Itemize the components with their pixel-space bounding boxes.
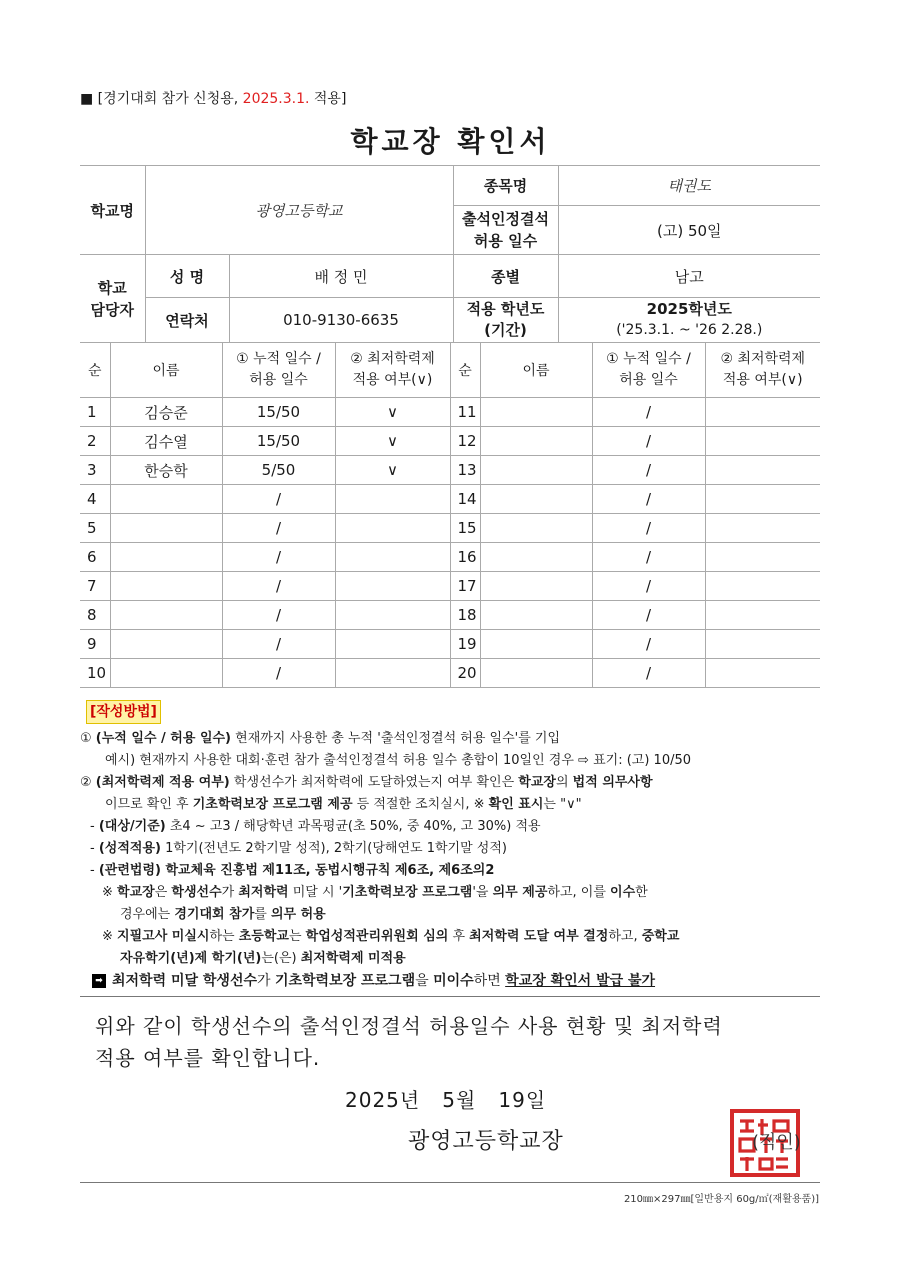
col-no-header: 순 <box>80 343 110 398</box>
col-min-header-right <box>705 343 820 398</box>
row-number: 10 <box>80 659 110 688</box>
row-number: 5 <box>80 514 110 543</box>
sport-value: 태권도 <box>558 166 820 206</box>
contact-value: 010-9130-6635 <box>229 298 453 343</box>
min-academic-check <box>705 543 820 572</box>
school-name-label: 학교명 <box>80 166 145 255</box>
table-row <box>80 427 820 456</box>
allowed-days-label-line1: 출석인정결석 <box>462 210 549 228</box>
athlete-name <box>110 543 222 572</box>
school-year-label-line2: (기간) <box>484 321 527 339</box>
min-academic-check <box>335 485 450 514</box>
cumulative-days: / <box>222 601 335 630</box>
min-academic-check <box>705 659 820 688</box>
athlete-name <box>480 572 592 601</box>
school-info-table <box>80 165 820 343</box>
instruction-line-5: - (대상/기준) 초4 ~ 고3 / 해당학년 과목평균(초 50%, 중 40%, 고 30%) 적용 <box>90 819 541 834</box>
athlete-name <box>110 485 222 514</box>
athlete-name: 한승학 <box>110 456 222 485</box>
min-academic-check <box>335 630 450 659</box>
row-number: 17 <box>450 572 480 601</box>
contact-label: 연락처 <box>145 298 229 343</box>
manager-name-label: 성 명 <box>145 255 229 298</box>
paper-spec: 210㎜×297㎜[일반용지 60g/㎡(재활용품)] <box>623 1194 819 1205</box>
cumulative-days: 5/50 <box>222 456 335 485</box>
row-number: 13 <box>450 456 480 485</box>
principal-signature: 광영고등학교장 <box>408 1129 564 1154</box>
row-number: 9 <box>80 630 110 659</box>
table-row <box>80 485 820 514</box>
min-academic-check <box>335 543 450 572</box>
confirmation-date: 2025년 5월 19일 <box>345 1088 547 1112</box>
athlete-name: 김수열 <box>110 427 222 456</box>
row-number: 14 <box>450 485 480 514</box>
cumulative-days: / <box>592 543 705 572</box>
instruction-line-3: ② (최저학력제 적용 여부) 학생선수가 최저학력에 도달하였는지 여부 확인은 학교장의 법적 의무사항 <box>80 775 653 790</box>
cumulative-days: / <box>222 630 335 659</box>
col-days-header-line2: 허용 일수 <box>249 372 308 388</box>
confirmation-statement <box>95 1010 723 1074</box>
school-period: ('25.3.1. ~ '26 2.28.) <box>616 322 763 338</box>
min-academic-check <box>705 398 820 427</box>
gender-value: 남고 <box>558 255 820 298</box>
cumulative-days: / <box>592 659 705 688</box>
row-number: 12 <box>450 427 480 456</box>
school-year: 2025학년도 <box>646 300 732 318</box>
col-min-header-line2: 적용 여부(∨) <box>352 372 433 388</box>
min-academic-check <box>705 456 820 485</box>
cumulative-days: 15/50 <box>222 398 335 427</box>
min-academic-check <box>705 485 820 514</box>
statement-line-2: 적용 여부를 확인합니다. <box>95 1046 321 1070</box>
form-effective-date: 2025.3.1. <box>242 91 310 107</box>
cumulative-days: / <box>222 572 335 601</box>
instruction-line-4: 이므로 확인 후 기초학력보장 프로그램 제공 등 적절한 조치실시, ※ 확인 표시는 "∨" <box>105 797 582 812</box>
instruction-line-8: ※ 학교장은 학생선수가 최저학력 미달 시 '기초학력보장 프로그램'을 의무 제공하고, 이를 이수한 <box>102 885 648 900</box>
row-number: 7 <box>80 572 110 601</box>
athlete-name <box>110 630 222 659</box>
row-number: 8 <box>80 601 110 630</box>
col-name-header: 이름 <box>110 343 222 398</box>
arrow-box-icon: ➡ <box>92 974 106 988</box>
row-number: 1 <box>80 398 110 427</box>
athlete-name <box>480 456 592 485</box>
col-name-header-right: 이름 <box>480 343 592 398</box>
athlete-name: 김승준 <box>110 398 222 427</box>
athlete-name <box>110 659 222 688</box>
min-academic-check <box>335 601 450 630</box>
col-min-header <box>335 343 450 398</box>
col-days-header <box>222 343 335 398</box>
col-no-header-right: 순 <box>450 343 480 398</box>
table-row <box>80 572 820 601</box>
cumulative-days: / <box>222 485 335 514</box>
sport-label: 종목명 <box>453 166 558 206</box>
seal-label: (직인) <box>752 1132 801 1153</box>
athlete-name <box>480 659 592 688</box>
min-academic-check <box>705 601 820 630</box>
col-min-header-line1: ② 최저학력제 <box>350 351 435 367</box>
athlete-name <box>110 601 222 630</box>
school-year-value <box>558 298 820 343</box>
instruction-line-1: ① (누적 일수 / 허용 일수) 현재까지 사용한 총 누적 '출석인정결석 허용 일수'를 기입 <box>80 731 561 746</box>
instructions-section <box>80 700 825 970</box>
col-min-header-right-line2: 적용 여부(∨) <box>722 372 803 388</box>
allowed-days-label-line2: 허용 일수 <box>473 232 538 250</box>
athlete-name <box>480 543 592 572</box>
cumulative-days: / <box>592 630 705 659</box>
athlete-name <box>480 485 592 514</box>
cumulative-days: / <box>222 514 335 543</box>
manager-label-line1: 학교 <box>97 278 127 297</box>
form-type-prefix: ■ [경기대회 참가 신청용, <box>80 91 243 107</box>
row-number: 20 <box>450 659 480 688</box>
cumulative-days: / <box>592 572 705 601</box>
allowed-days-value: (고) 50일 <box>558 206 820 255</box>
school-year-label-line1: 적용 학년도 <box>466 300 545 318</box>
cumulative-days: / <box>592 427 705 456</box>
issuance-not-allowed: 학교장 확인서 발급 불가 <box>505 973 656 989</box>
athlete-name <box>480 398 592 427</box>
min-academic-check <box>705 630 820 659</box>
form-type-suffix: 적용] <box>309 91 347 107</box>
col-days-header-right <box>592 343 705 398</box>
min-academic-check <box>705 572 820 601</box>
cumulative-days: / <box>222 543 335 572</box>
cumulative-days: / <box>222 659 335 688</box>
instruction-line-2: 예시) 현재까지 사용한 대회·훈련 참가 출석인정결석 허용 일수 총합이 10일인 경우 ⇨ 표기: (고) 10/50 <box>105 753 692 768</box>
form-type-label <box>80 88 346 108</box>
instruction-line-6: - (성적적용) 1학기(전년도 2학기말 성적), 2학기(당해연도 1학기말 성적) <box>90 841 507 856</box>
bottom-rule <box>80 1182 820 1183</box>
cumulative-days: / <box>592 514 705 543</box>
row-number: 4 <box>80 485 110 514</box>
min-academic-check <box>705 427 820 456</box>
manager-label <box>80 255 145 343</box>
school-name-value: 광영고등학교 <box>145 166 453 255</box>
min-academic-check <box>335 514 450 543</box>
row-number: 11 <box>450 398 480 427</box>
table-row <box>80 456 820 485</box>
school-year-label <box>453 298 558 343</box>
col-days-header-right-line2: 허용 일수 <box>619 372 678 388</box>
cumulative-days: / <box>592 456 705 485</box>
document-title: 학교장 확인서 <box>350 125 551 158</box>
cumulative-days: / <box>592 398 705 427</box>
athlete-name <box>480 514 592 543</box>
instruction-line-10: ※ 지필고사 미실시하는 초등학교는 학업성적관리위원회 심의 후 최저학력 도달 여부 결정하고, 중학교 <box>102 929 680 944</box>
min-academic-check <box>335 659 450 688</box>
instructions-label: [작성방법] <box>86 700 161 724</box>
roster-header-row <box>80 343 820 398</box>
athlete-name <box>110 514 222 543</box>
table-row <box>80 659 820 688</box>
cumulative-days: / <box>592 601 705 630</box>
table-row <box>80 398 820 427</box>
manager-label-line2: 담당자 <box>90 300 134 319</box>
athlete-roster-table <box>80 342 820 688</box>
manager-name-value: 배 정 민 <box>229 255 453 298</box>
min-academic-check: ∨ <box>335 427 450 456</box>
table-row <box>80 601 820 630</box>
min-academic-check <box>335 572 450 601</box>
row-number: 2 <box>80 427 110 456</box>
cumulative-days: / <box>592 485 705 514</box>
row-number: 3 <box>80 456 110 485</box>
athlete-name <box>480 427 592 456</box>
allowed-days-label <box>453 206 558 255</box>
instruction-line-7: - (관련법령) 학교체육 진흥법 제11조, 동법시행규칙 제6조, 제6조의2 <box>90 863 495 878</box>
col-days-header-line1: ① 누적 일수 / <box>236 351 321 367</box>
row-number: 6 <box>80 543 110 572</box>
gender-label: 종별 <box>453 255 558 298</box>
table-row <box>80 543 820 572</box>
statement-line-1: 위와 같이 학생선수의 출석인정결석 허용일수 사용 현황 및 최저학력 <box>95 1014 723 1038</box>
col-min-header-right-line1: ② 최저학력제 <box>720 351 806 367</box>
min-academic-check <box>705 514 820 543</box>
instruction-line-11: 자유학기(년)제 학기(년)는(은) 최저학력제 미적용 <box>120 951 406 966</box>
athlete-name <box>110 572 222 601</box>
min-academic-check: ∨ <box>335 398 450 427</box>
athlete-name <box>480 630 592 659</box>
table-row <box>80 630 820 659</box>
min-academic-check: ∨ <box>335 456 450 485</box>
athlete-name <box>480 601 592 630</box>
row-number: 15 <box>450 514 480 543</box>
table-row <box>80 514 820 543</box>
cumulative-days: 15/50 <box>222 427 335 456</box>
row-number: 19 <box>450 630 480 659</box>
col-days-header-right-line1: ① 누적 일수 / <box>606 351 691 367</box>
notice-rule <box>80 996 820 997</box>
issuance-notice: ➡ 최저학력 미달 학생선수가 기초학력보장 프로그램을 미이수하면 학교장 확인서 발급 불가 <box>92 970 655 990</box>
row-number: 18 <box>450 601 480 630</box>
instruction-line-9: 경우에는 경기대회 참가를 의무 허용 <box>120 907 326 922</box>
row-number: 16 <box>450 543 480 572</box>
